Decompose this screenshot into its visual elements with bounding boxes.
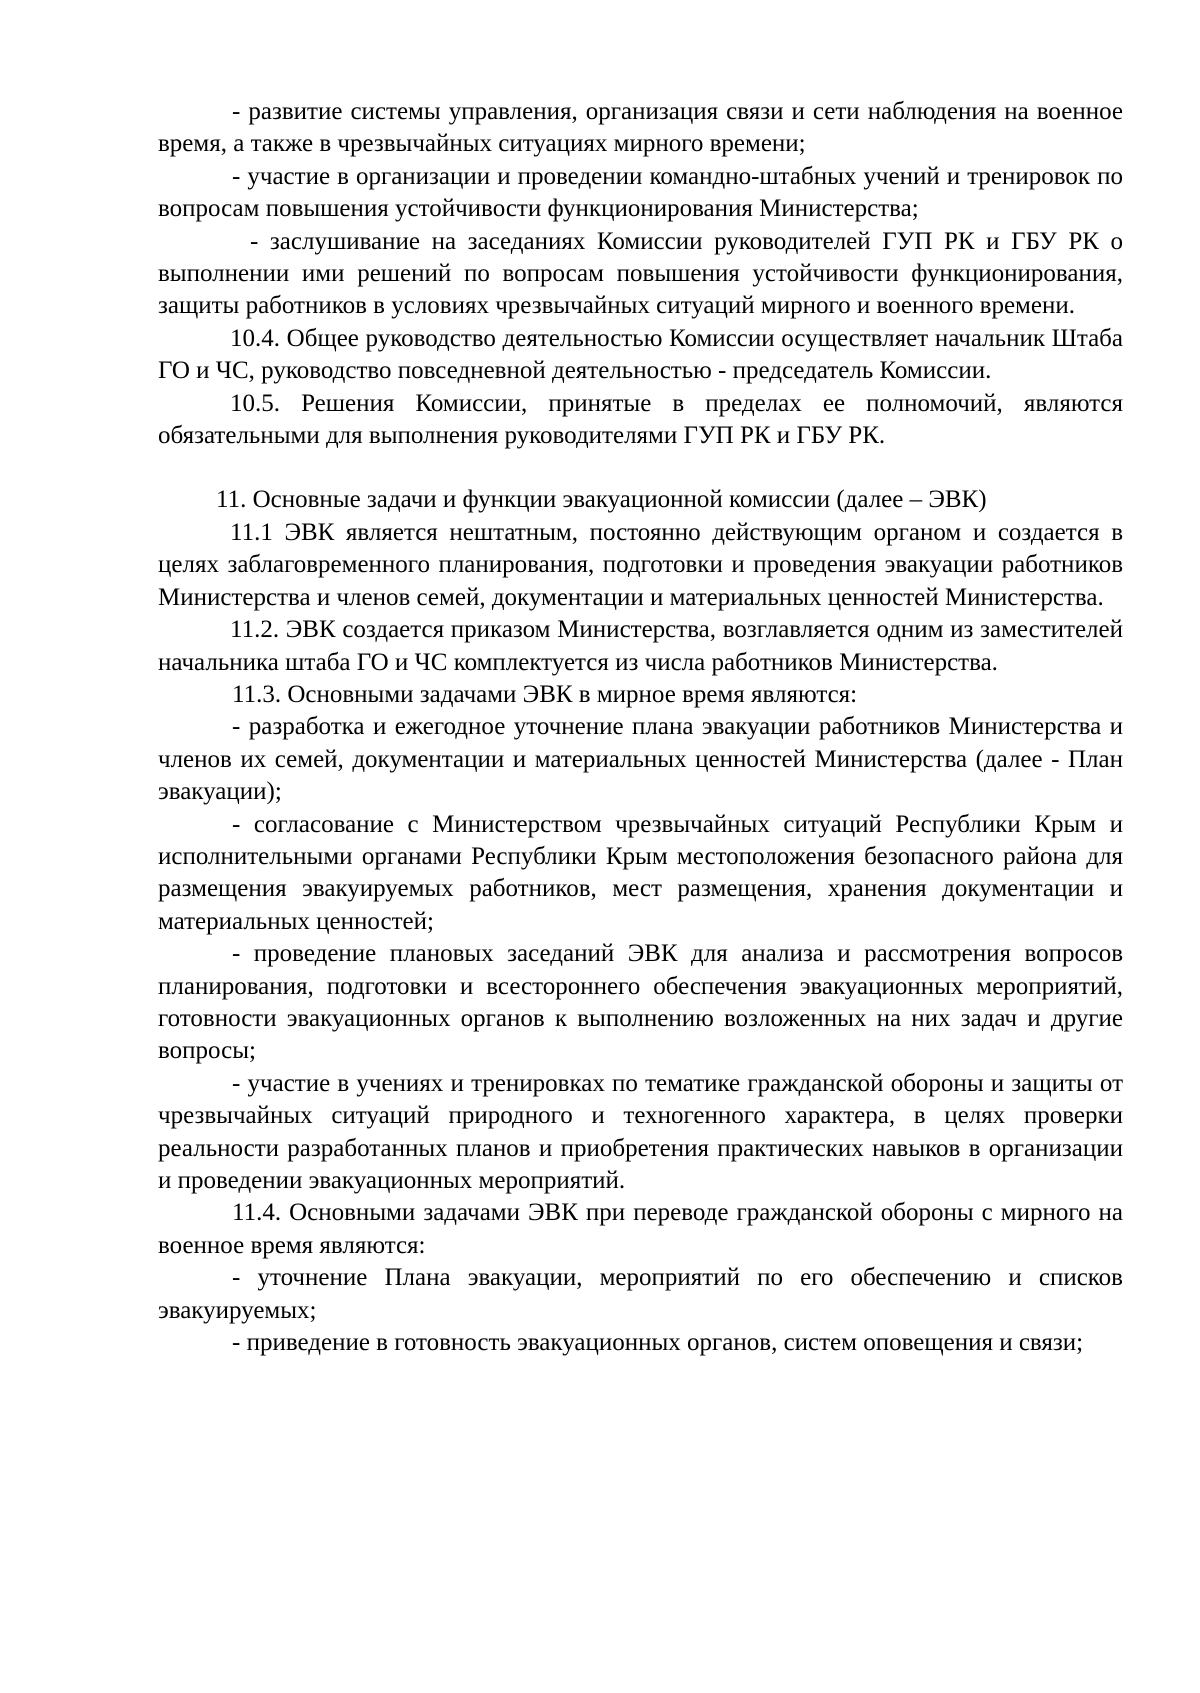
clause-11-2: 11.2. ЭВК создается приказом Министерства, возглавляется одним из заместителей начальника штаба ГО и ЧС комплектуется из числа работников Министерства. bbox=[158, 616, 1123, 676]
clause-10-5: 10.5. Решения Комиссии, принятые в пределах ее полномочий, являются обязательными для выполнения руководителями ГУП РК и ГБУ РК. bbox=[158, 389, 1123, 450]
bullet-planned-meetings: - проведение плановых заседаний ЭВК для анализа и рассмотрения вопросов планирования, подготовки и всестороннего обеспечения эвакуационных мероприятий, готовности эвакуационных органов к выполнению возложенных на них задач и другие вопросы; bbox=[158, 940, 1123, 1065]
clause-11-4: 11.4. Основными задачами ЭВК при переводе гражданской обороны с мирного на военное время являются: bbox=[158, 1199, 1123, 1259]
bullet-hearing-managers: - заслушивание на заседаниях Комиссии руководителей ГУП РК и ГБУ РК о выполнении ими решений по вопросам повышения устойчивости функционирования, защиты работников в условиях чрезвычайных ситуаций мирного и военного времени. bbox=[158, 227, 1123, 320]
clause-10-4: 10.4. Общее руководство деятельностью Комиссии осуществляет начальник Штаба ГО и ЧС, руководство повседневной деятельностью - председатель Комиссии. bbox=[158, 324, 1123, 385]
bullet-evacuation-plan: - разработка и ежегодное уточнение плана эвакуации работников Министерства и членов их семей, документации и материальных ценностей Министерства (далее - План эвакуации); bbox=[158, 713, 1123, 806]
bullet-exercises-participation: - участие в учениях и тренировках по тематике гражданской обороны и защиты от чрезвычайных ситуаций природного и техногенного характера, в целях проверки реальности разработанных планов и приобретения практических навыков в организации и проведении эвакуационных мероприятий. bbox=[158, 1069, 1123, 1194]
bullet-staff-exercises: - участие в организации и проведении командно-штабных учений и тренировок по вопросам повышения устойчивости функционирования Министерства; bbox=[158, 162, 1123, 223]
clause-11-3: 11.3. Основными задачами ЭВК в мирное время являются: bbox=[232, 680, 858, 708]
section-11-heading: 11. Основные задачи и функции эвакуационной комиссии (далее – ЭВК) bbox=[216, 486, 987, 514]
bullet-coordination: - согласование с Министерством чрезвычайных ситуаций Республики Крым и исполнительными органами Республики Крым местоположения безопасного района для размещения эвакуируемых работников, мест размещения, хранения документации и материальных ценностей; bbox=[158, 810, 1123, 935]
bullet-readiness: - приведение в готовность эвакуационных органов, систем оповещения и связи; bbox=[232, 1329, 1084, 1357]
document-body bbox=[158, 96, 1123, 1359]
bullet-control-system: - развитие системы управления, организация связи и сети наблюдения на военное время, а также в чрезвычайных ситуациях мирного времени; bbox=[158, 98, 1123, 158]
clause-11-1: 11.1 ЭВК является нештатным, постоянно действующим органом и создается в целях заблаговременного планирования, подготовки и проведения эвакуации работников Министерства и членов семей, документации и материальных ценностей Министерства. bbox=[158, 518, 1123, 611]
bullet-plan-refinement: - уточнение Плана эвакуации, мероприятий по его обеспечению и списков эвакуируемых; bbox=[158, 1264, 1123, 1324]
